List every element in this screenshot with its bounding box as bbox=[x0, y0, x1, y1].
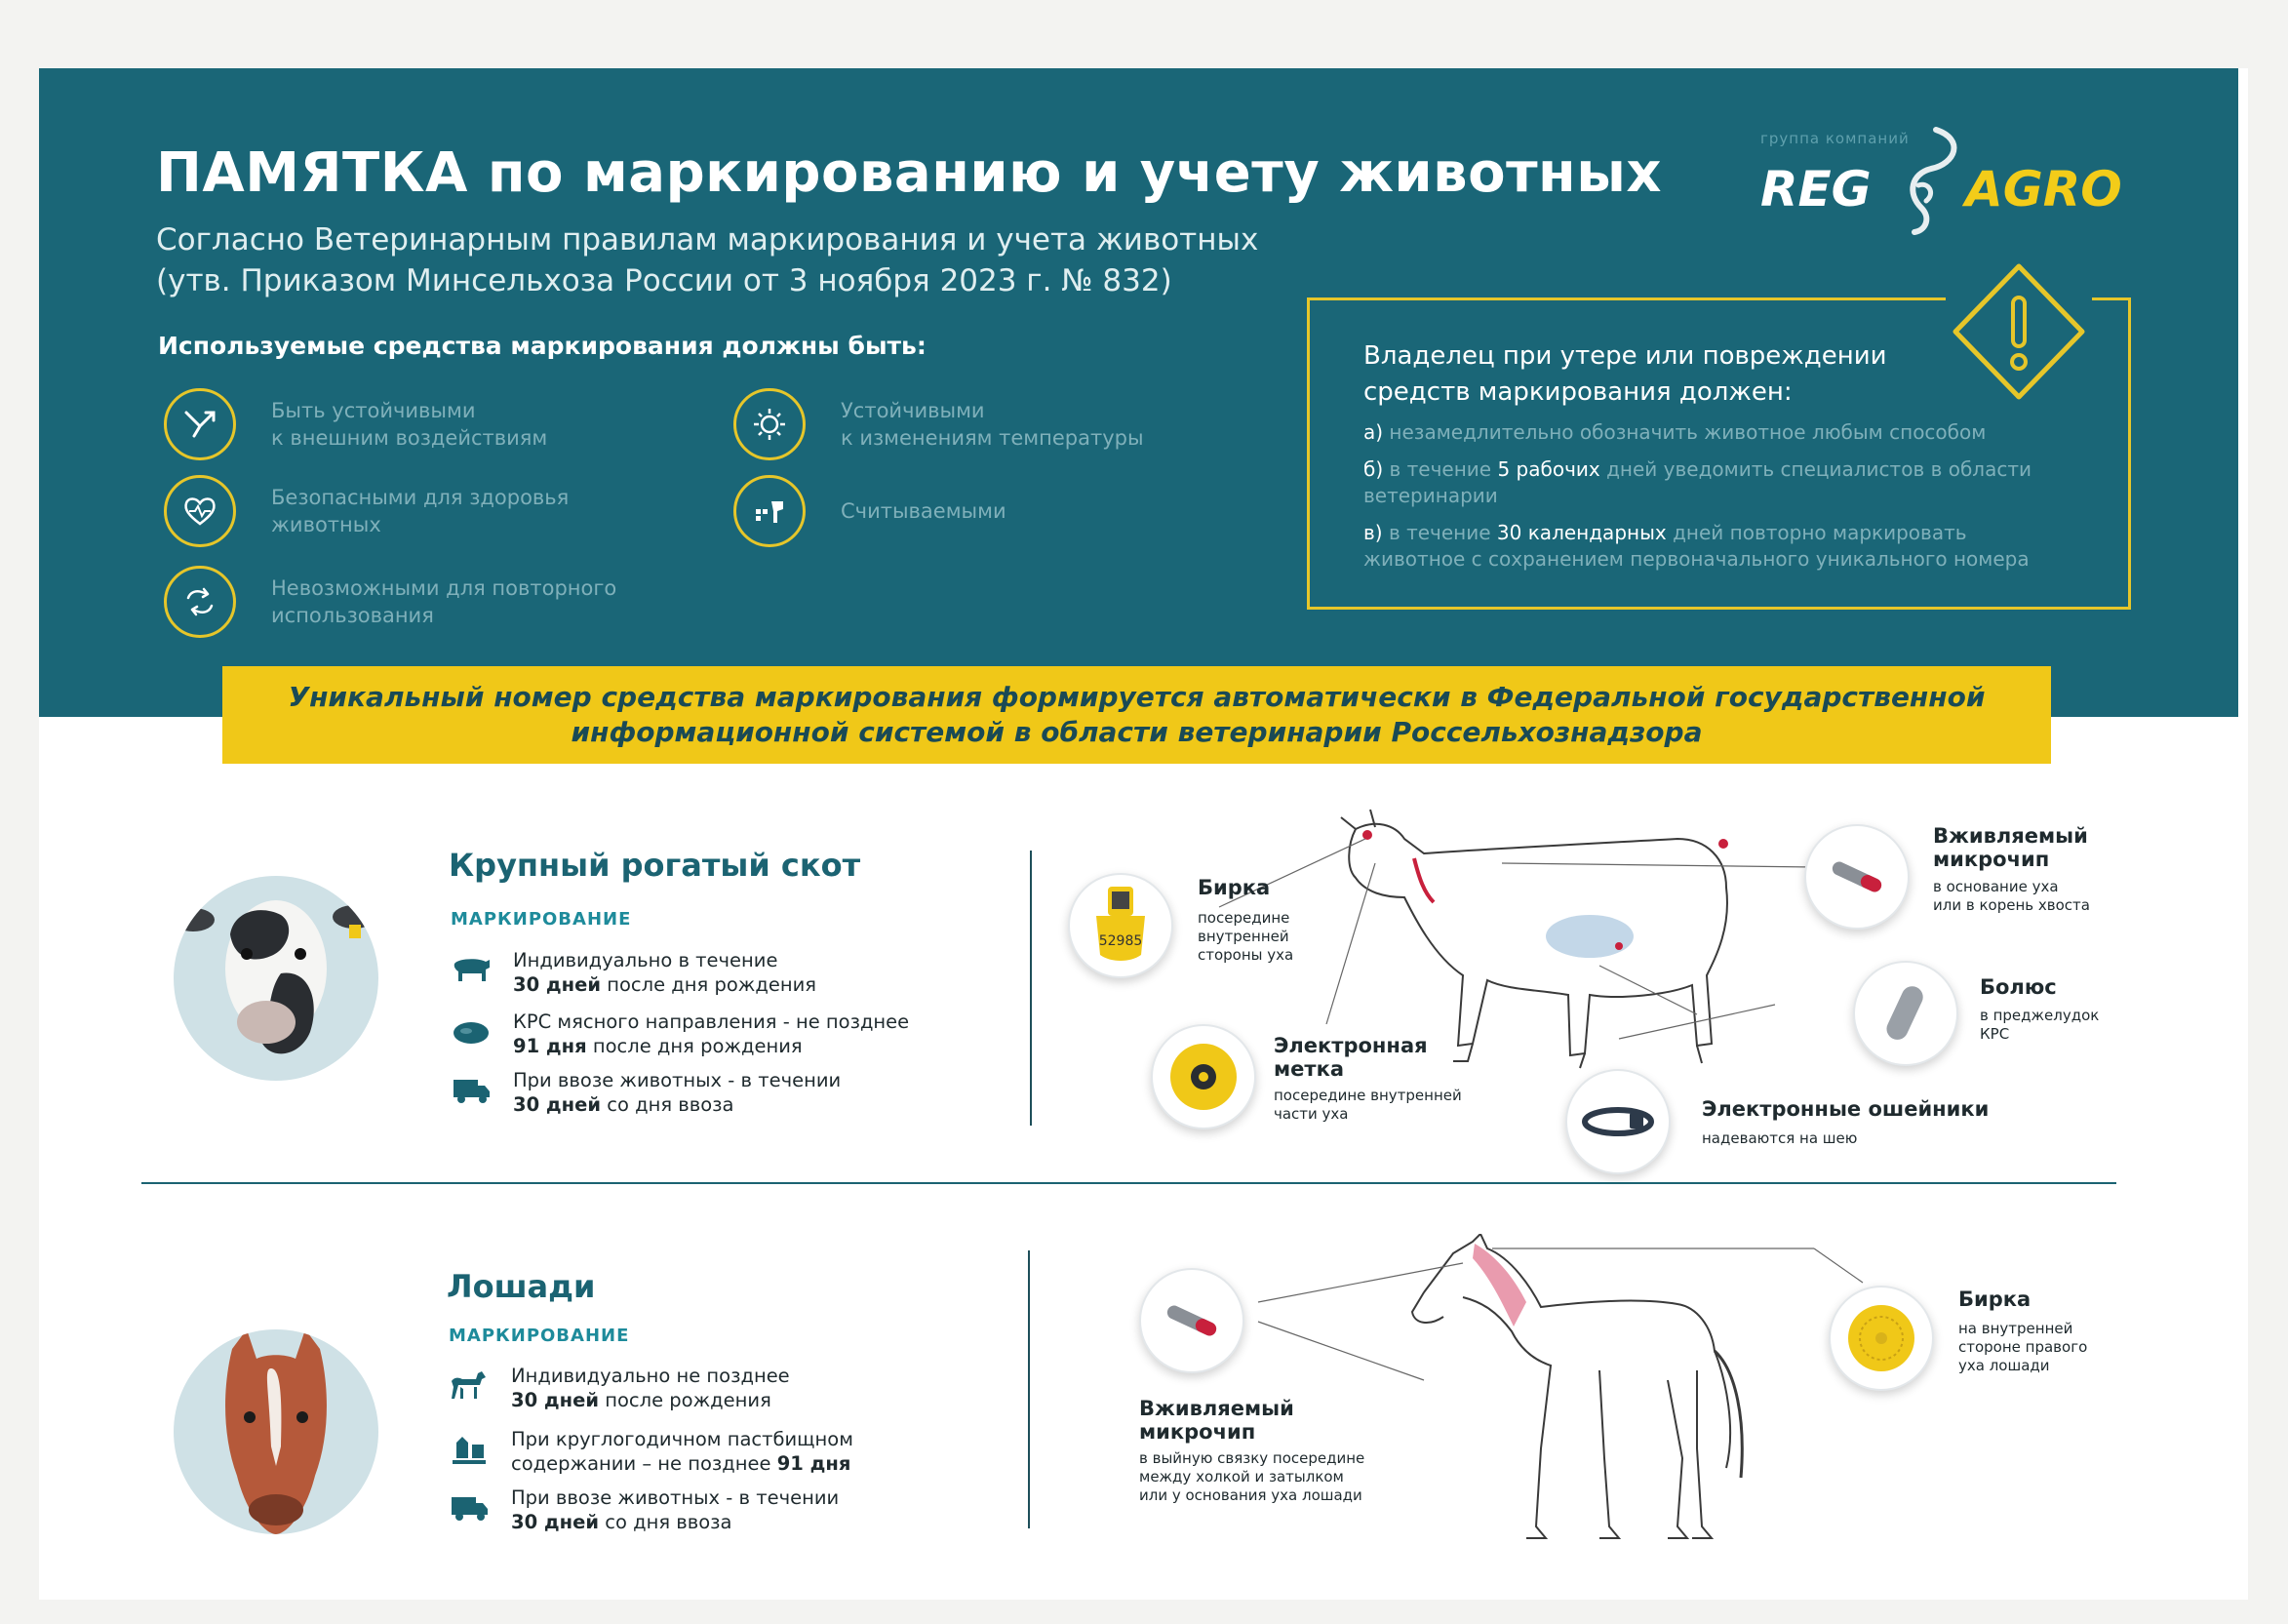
horse-tag-circle bbox=[1829, 1286, 1934, 1391]
requirement-line-2: использования bbox=[271, 604, 434, 627]
cattle-bolus-title: Болюс bbox=[1980, 975, 2057, 999]
rule-text-line bbox=[513, 1034, 909, 1058]
rule-text-line: Индивидуально не позднее bbox=[511, 1365, 790, 1387]
cattle-etag-title bbox=[1274, 1034, 1428, 1081]
owner-item-text: животное с сохранением первоначального уникального номера bbox=[1363, 547, 2030, 571]
requirement-line-2: к внешним воздействиям bbox=[271, 426, 548, 450]
cattle-bolus-desc bbox=[1980, 1007, 2099, 1044]
owner-item-label: в) bbox=[1363, 521, 1383, 544]
bolus-icon bbox=[1876, 979, 1935, 1048]
requirement-item bbox=[733, 388, 1250, 460]
horses-subtitle: МАРКИРОВАНИЕ bbox=[449, 1326, 630, 1346]
microchip-icon bbox=[1158, 1296, 1226, 1345]
horses-rule bbox=[449, 1485, 839, 1534]
rule-text-line bbox=[511, 1388, 790, 1412]
owner-item-b bbox=[1363, 456, 2105, 509]
banner-line-2: информационной системой в области ветеринарии Россельхознадзора bbox=[571, 716, 1703, 748]
horses-title: Лошади bbox=[447, 1268, 596, 1305]
subtitle-line-1: Согласно Ветеринарным правилам маркирования и учета животных bbox=[156, 222, 1259, 257]
rule-text-line bbox=[513, 972, 816, 997]
rule-text-line: КРС мясного направления - не позднее bbox=[513, 1010, 910, 1033]
requirement-item bbox=[164, 388, 681, 460]
requirement-line-2: к изменениям температуры bbox=[841, 426, 1144, 450]
requirements-heading: Используемые средства маркирования должны быть: bbox=[158, 332, 927, 360]
rule-text-line: При ввозе животных - в течении bbox=[511, 1486, 840, 1509]
horse-callout-lines bbox=[1229, 1244, 1873, 1400]
rule-highlight: 30 дней bbox=[513, 973, 602, 996]
cattle-bolus-circle bbox=[1853, 961, 1958, 1066]
rule-text: со дня ввоза bbox=[599, 1511, 732, 1533]
rule-text: после дня рождения bbox=[601, 973, 816, 996]
title-line: микрочип bbox=[1933, 848, 2050, 871]
title-line: метка bbox=[1274, 1057, 1345, 1081]
horse-tag-icon bbox=[1844, 1301, 1918, 1375]
owner-item-highlight: 30 календарных bbox=[1496, 521, 1667, 544]
logo-reg: REG bbox=[1760, 161, 1872, 218]
owner-item-label: б) bbox=[1363, 457, 1384, 481]
recycle-icon bbox=[164, 566, 236, 638]
rule-highlight: 30 дней bbox=[511, 1511, 600, 1533]
title-line: Вживляемый bbox=[1139, 1397, 1294, 1420]
rule-text-line bbox=[511, 1510, 839, 1534]
horse-tag-title: Бирка bbox=[1958, 1287, 2032, 1311]
owner-title-line-2: средств маркирования должен: bbox=[1363, 377, 1793, 407]
cattle-title: Крупный рогатый скот bbox=[449, 847, 861, 884]
cow-icon bbox=[451, 952, 492, 987]
cattle-tag-circle bbox=[1068, 873, 1173, 978]
rule-text: после рождения bbox=[599, 1389, 771, 1411]
impact-resistant-icon bbox=[164, 388, 236, 460]
horse-chip-title bbox=[1139, 1397, 1294, 1444]
logo-swirl-icon bbox=[1897, 125, 1965, 237]
desc-line: или в корень хвоста bbox=[1933, 896, 2090, 914]
desc-line: в преджелудок bbox=[1980, 1007, 2100, 1024]
title-line: микрочип bbox=[1139, 1420, 1256, 1444]
cow-photo bbox=[174, 876, 378, 1081]
rule-text-line: При ввозе животных - в течении bbox=[513, 1069, 842, 1091]
desc-line: части уха bbox=[1274, 1105, 1349, 1123]
owner-item-a bbox=[1363, 419, 2105, 446]
cattle-chip-title bbox=[1933, 824, 2088, 871]
horse-chip-desc bbox=[1139, 1449, 1364, 1505]
owner-item-text: в течение bbox=[1389, 457, 1492, 481]
banner-line-1: Уникальный номер средства маркирования формируется автоматически в Федеральной государственной bbox=[288, 681, 1986, 713]
owner-title bbox=[1363, 338, 1949, 411]
microchip-icon bbox=[1823, 852, 1891, 901]
desc-line: или у основания уха лошади bbox=[1139, 1486, 1362, 1504]
electronic-tag-icon bbox=[1166, 1040, 1241, 1114]
rule-highlight: 91 дня bbox=[513, 1035, 587, 1057]
requirement-line-1: Быть устойчивыми bbox=[271, 399, 476, 422]
cattle-etag-circle bbox=[1151, 1024, 1256, 1129]
rule-text: после дня рождения bbox=[586, 1035, 803, 1057]
owner-item-text: ветеринарии bbox=[1363, 484, 1498, 507]
desc-line: посередине bbox=[1198, 909, 1290, 927]
desc-line: уха лошади bbox=[1958, 1357, 2050, 1374]
owner-item-text: дней уведомить специалистов в области bbox=[1606, 457, 2032, 481]
horse-icon bbox=[449, 1367, 490, 1403]
requirement-line-1: Устойчивыми bbox=[841, 399, 985, 422]
scanner-icon bbox=[733, 475, 806, 547]
requirement-line-1: Невозможными для повторного bbox=[271, 576, 617, 600]
heart-icon bbox=[164, 475, 236, 547]
warning-icon bbox=[1946, 258, 2092, 405]
requirement-line-1: Безопасными для здоровья bbox=[271, 486, 570, 509]
unique-number-banner bbox=[222, 666, 2051, 764]
cattle-collar-desc: надеваются на шею bbox=[1702, 1129, 1858, 1147]
collar-icon bbox=[1579, 1097, 1657, 1146]
requirement-item bbox=[164, 475, 681, 547]
rule-text-line: Индивидуально в течение bbox=[513, 949, 778, 971]
page-subtitle bbox=[156, 219, 1375, 301]
cattle-collar-circle bbox=[1565, 1069, 1671, 1174]
requirement-line-1: Считываемыми bbox=[841, 499, 1006, 523]
desc-line: посередине внутренней bbox=[1274, 1087, 1462, 1104]
requirement-item bbox=[733, 475, 1250, 547]
cattle-collar-title: Электронные ошейники bbox=[1702, 1097, 1990, 1121]
cattle-chip-circle bbox=[1804, 824, 1910, 930]
rule-text: со дня ввоза bbox=[601, 1093, 734, 1116]
cattle-tag-title: Бирка bbox=[1198, 876, 1271, 899]
cattle-etag-desc bbox=[1274, 1087, 1462, 1124]
cattle-divider bbox=[1030, 851, 1032, 1126]
owner-title-line-1: Владелец при утере или повреждении bbox=[1363, 341, 1887, 371]
horse-tag-desc bbox=[1958, 1320, 2087, 1375]
desc-line: КРС bbox=[1980, 1025, 2010, 1043]
owner-item-c bbox=[1363, 520, 2105, 573]
rule-highlight: 91 дня bbox=[776, 1452, 851, 1475]
thermometer-icon bbox=[733, 388, 806, 460]
cattle-chip-desc bbox=[1933, 878, 2090, 915]
horses-rule bbox=[449, 1427, 853, 1476]
subtitle-line-2: (утв. Приказом Минсельхоза России от 3 ноября 2023 г. № 832) bbox=[156, 263, 1172, 298]
horses-divider bbox=[1028, 1250, 1030, 1528]
owner-item-text: незамедлительно обозначить животное любым способом bbox=[1389, 420, 1987, 444]
owner-item-text: дней повторно маркировать bbox=[1673, 521, 1967, 544]
truck-icon bbox=[451, 1072, 492, 1107]
rule-text-line bbox=[511, 1451, 853, 1476]
cattle-subtitle: МАРКИРОВАНИЕ bbox=[451, 909, 632, 930]
rule-highlight: 30 дней bbox=[513, 1093, 602, 1116]
desc-line: на внутренней bbox=[1958, 1320, 2073, 1337]
title-line: Вживляемый bbox=[1933, 824, 2088, 848]
desc-line: между холкой и затылком bbox=[1139, 1468, 1344, 1485]
cattle-rule bbox=[451, 1068, 841, 1117]
desc-line: внутренней bbox=[1198, 928, 1289, 945]
desc-line: стороны уха bbox=[1198, 946, 1294, 964]
desc-line: в выйную связку посередине bbox=[1139, 1449, 1365, 1467]
rule-highlight: 30 дней bbox=[511, 1389, 600, 1411]
desc-line: стороне правого bbox=[1958, 1338, 2088, 1356]
horse-photo bbox=[174, 1329, 378, 1534]
rule-text-line bbox=[513, 1092, 841, 1117]
owner-item-highlight: 5 рабочих bbox=[1497, 457, 1600, 481]
truck-icon bbox=[449, 1489, 490, 1525]
requirement-line-2: животных bbox=[271, 513, 381, 536]
cattle-tag-desc bbox=[1198, 909, 1293, 965]
meat-icon bbox=[451, 1013, 492, 1049]
tag-number: 52985 bbox=[1098, 933, 1143, 949]
requirement-item bbox=[164, 566, 681, 638]
rule-text: содержании – не позднее bbox=[511, 1452, 777, 1475]
logo-agro: AGRO bbox=[1965, 161, 2122, 218]
pasture-icon bbox=[449, 1431, 490, 1466]
ear-tag-icon bbox=[1086, 887, 1155, 965]
logo-caption: группа компаний bbox=[1760, 130, 1910, 147]
owner-item-text: в течение bbox=[1388, 521, 1491, 544]
title-line: Электронная bbox=[1274, 1034, 1428, 1057]
horse-chip-circle bbox=[1139, 1268, 1244, 1373]
desc-line: в основание уха bbox=[1933, 878, 2059, 895]
horses-rule bbox=[449, 1364, 790, 1412]
page-title: ПАМЯТКА по маркированию и учету животных bbox=[156, 141, 1662, 205]
cattle-rule bbox=[451, 948, 816, 997]
section-divider bbox=[141, 1182, 2116, 1184]
cattle-rule bbox=[451, 1010, 909, 1058]
rule-text-line: При круглогодичном пастбищном bbox=[511, 1428, 853, 1450]
owner-item-label: а) bbox=[1363, 420, 1384, 444]
